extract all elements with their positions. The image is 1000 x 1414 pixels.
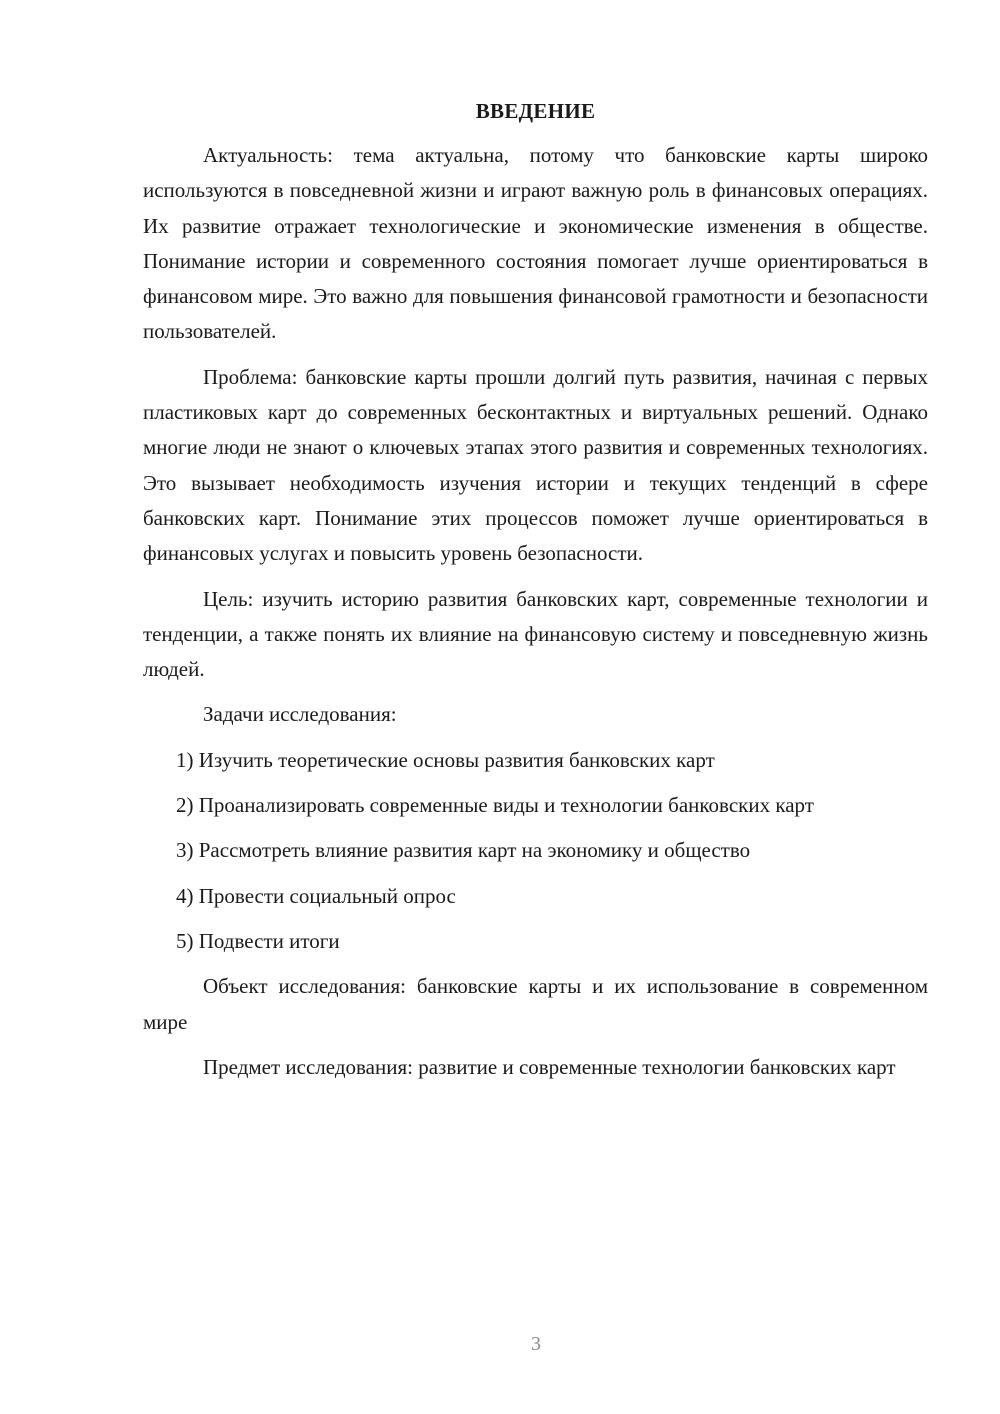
object-paragraph: Объект исследования: банковские карты и их использование в современном мире (143, 974, 928, 1034)
goal-paragraph: Цель: изучить историю развития банковских карт, современные технологии и тенденции, а также понять их влияние на финансовую систему и повседневную жизнь людей. (143, 586, 928, 682)
page-title: ВВЕДЕНИЕ (475, 99, 596, 123)
relevance-paragraph: Актуальность: тема актуальна, потому что банковские карты широко используются в повседневной жизни и играют важную роль в финансовых операциях. Их развитие отражает технологические и экономические изменения в обществе. Понимание истории и современного состояния помогает лучше ориентироваться в финансовом мире. Это важно для повышения финансовой грамотности и безопасности пользователей. (143, 143, 928, 344)
task-item: 5) Подвести итоги (176, 928, 340, 953)
tasks-heading: Задачи исследования: (203, 702, 397, 727)
page-content (143, 96, 928, 1095)
task-item: 3) Рассмотреть влияние развития карт на экономику и общество (176, 838, 751, 863)
task-item: 1) Изучить теоретические основы развития банковских карт (176, 747, 715, 772)
task-item: 4) Провести социальный опрос (176, 883, 456, 908)
subject-paragraph: Предмет исследования: развитие и современные технологии банковских карт (203, 1054, 896, 1079)
task-item: 2) Проанализировать современные виды и технологии банковских карт (176, 793, 814, 818)
page-number: 3 (531, 1333, 541, 1355)
problem-paragraph: Проблема: банковские карты прошли долгий путь развития, начиная с первых пластиковых карт до современных бесконтактных и виртуальных решений. Однако многие люди не знают о ключевых этапах этого развития и современных технологиях. Это вызывает необходимость изучения истории и текущих тенденций в сфере банковских карт. Понимание этих процессов поможет лучше ориентироваться в финансовых услугах и повысить уровень безопасности. (143, 364, 928, 566)
